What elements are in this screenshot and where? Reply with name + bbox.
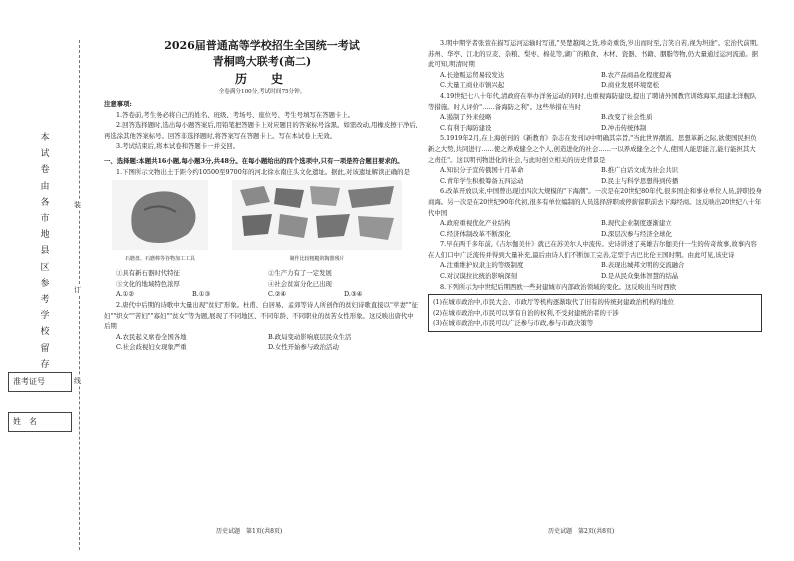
exam-id-box <box>8 372 72 392</box>
q1-option-c[interactable]: C.②④ <box>268 290 287 299</box>
q1-caption-left: 石磨盘、石磨棒等谷物加工工具 <box>124 256 195 263</box>
binding-fold-line <box>79 40 80 550</box>
q5-options <box>428 165 762 186</box>
q7-option-b[interactable]: B.表现出城邦文明的交流融合 <box>601 261 685 270</box>
sidebar-char: 参 <box>40 278 50 289</box>
q8-box-line-3: (3)在城市政治中,市民可以广泛参与市政,参与市政决策等 <box>433 319 594 328</box>
q1-option-d[interactable]: D.③④ <box>344 290 363 299</box>
q2-option-a[interactable]: A.农民起义席卷全国各地 <box>116 332 187 341</box>
score-note: 全卷满分100分,考试时间75分钟。 <box>218 89 306 95</box>
q5-option-a[interactable]: A.知识分子宣传俄国十月革命 <box>440 166 524 175</box>
q6-option-a[interactable]: A.政府重视优化产业结构 <box>440 219 511 228</box>
q1-option-a[interactable]: A.①② <box>116 290 135 299</box>
sidebar-char: 考 <box>40 295 50 306</box>
q3-option-c[interactable]: C.大量工商业市镇兴起 <box>440 81 505 90</box>
q6-option-d[interactable]: D.深层次参与经济全球化 <box>601 229 672 238</box>
q2-option-b[interactable]: B.政局变动影响底层民众生活 <box>268 332 352 341</box>
sidebar-char: 区 <box>40 262 50 273</box>
q7-option-c[interactable]: C.对汉谟拉比统治影响深刻 <box>440 272 517 281</box>
q7-option-d[interactable]: D.是从民众集体智慧的结晶 <box>601 272 679 281</box>
binding-notice-vertical <box>38 130 52 373</box>
q8-info-box <box>428 294 762 332</box>
sidebar-char: 学 <box>40 311 50 322</box>
q1-stem: 1.下图所示文物出土于距今约10500至9700年的河北徐水南庄头文化遗址。据此,对该遗址解读正确的是 <box>116 167 410 176</box>
right-page-column <box>428 38 762 332</box>
q3-option-d[interactable]: D.商业发展环境宽松 <box>601 81 660 90</box>
q3-stem: 3.明中期学者张萱在描写运河运输时写道,"吴楚越闽之货,珍奇重货,岁出而时至,言笑自若,视为坦途"。宏治代前期,苏州、华亭、江北的豆麦、杂粮、梨枣、棉花等,湖广的粮食、木材、瓷器、书籍、胭脂等物,仍大量通过运河流通。据此可知,明清时期 <box>428 39 759 69</box>
q8-box-line-1: (1)在城市政治中,市民大会、市政厅等机构逐渐取代了旧有的传统封建政治机构的地位 <box>433 298 675 307</box>
q5-option-d[interactable]: D.民主与科学思想得到传播 <box>601 176 679 185</box>
exam-subtitle: 青桐鸣大联考(高二) <box>212 55 312 68</box>
q6-option-b[interactable]: B.现代企业制度逐渐建立 <box>601 219 672 228</box>
sidebar-char: 地 <box>40 230 50 241</box>
q1-statement-1[interactable]: ①具有新石器时代特征 <box>116 269 180 278</box>
subject-title: 历 史 <box>234 72 289 86</box>
q1-option-b[interactable]: B.①③ <box>192 290 211 299</box>
sidebar-char: 各 <box>40 197 50 208</box>
q1-statements <box>104 268 420 289</box>
exam-title: 2026届普通高等学校招生全国统一考试 <box>164 39 360 52</box>
name-label: 姓 名 <box>13 417 37 426</box>
note-item-3: 3.考试结束后,将本试卷和答题卡一并交回。 <box>116 142 240 151</box>
note-item-2: 2.回答选择题时,选出每小题答案后,用铅笔把答题卡上对应题目的答案标号涂黑。如需改动,用橡皮擦干净后,再选涂其他答案标号。回答非选择题时,将答案写在答题卡上。写在本试卷上无效。 <box>104 121 418 140</box>
q4-options <box>428 112 762 133</box>
sidebar-char: 卷 <box>40 165 50 176</box>
q3-option-a[interactable]: A.长途贩运贸易较发达 <box>440 70 505 79</box>
q4-stem: 4.19世纪七八十年代,清政府在举办洋务运动的同时,也重视海防建设,提出了聘请外国教官训练海军,组建北洋舰队等措施。时人评价"……备海防之利"。这些举措在当时 <box>428 91 757 111</box>
fold-mark-zhuang: 装 <box>74 201 81 209</box>
q1-statement-4[interactable]: ④社会贫富分化已出现 <box>268 279 332 288</box>
q3-options <box>428 70 762 91</box>
q6-stem: 6.改革开放以来,中国曾出现过四次大规模的"下海潮"。一次是在20世纪80年代,很多国企和事业单位人员,辞职投身商海。另一次是在20世纪90年代初,很多有单位编制的人员选择辞职或停薪留职前去下海经商。这反映出20世纪八十年代中国 <box>428 187 762 217</box>
q5-option-b[interactable]: B.推广白话文成为社会共识 <box>601 166 679 175</box>
sidebar-char: 县 <box>40 246 50 257</box>
exam-id-label: 准考证号 <box>13 377 45 386</box>
section1-heading: 一、选择题:本题共16小题,每小题3分,共48分。在每小题给出的四个选项中,只有一项是符合题目要求的。 <box>104 156 404 165</box>
notes-heading: 注意事项: <box>104 100 132 108</box>
q6-option-c[interactable]: C.经济体制改革不断深化 <box>440 229 511 238</box>
sidebar-char: 试 <box>40 149 50 160</box>
q7-stem: 7.早在两千多年前,《吉尔伽美什》就已在苏美尔人中流传。史诗讲述了英雄吉尔伽美什一生的传奇故事,故事内容在人们口中广泛流传并得到大量补充,最后由诗人们不断加工完善,定型于古巴比伦王国时期。由此可见,该史诗 <box>428 240 757 259</box>
q1-statement-2[interactable]: ②生产力有了一定发展 <box>268 269 332 278</box>
q4-option-b[interactable]: B.改变了社会性质 <box>601 113 653 122</box>
sidebar-char: 由 <box>40 181 50 192</box>
q8-box-line-2: (2)在城市政治中,市民可以享有自治的权利,不受封建统治者的干涉 <box>433 308 619 317</box>
q1-figure-images <box>104 180 420 256</box>
q2-stem: 2.唐代中后期的诗歌中大量出现"贫妇"形象。杜甫、白居易、孟郊等诗人所创作的贫妇诗歌直接以"苹妻""征妇""织女""苦妇""寡妇""贫女"等为题,展现了不同地区、不同年龄、不同职业的贫苦女性形象。这反映出唐代中后期 <box>104 300 418 331</box>
q2-option-d[interactable]: D.女性开始参与政治活动 <box>268 343 339 352</box>
q1-figure <box>104 180 420 266</box>
name-box <box>8 412 72 432</box>
sidebar-char: 市 <box>40 214 50 225</box>
q3-option-b[interactable]: B.农产品商品化程度提高 <box>601 70 672 79</box>
left-page-column <box>104 38 420 353</box>
note-item-1: 1.答卷前,考生务必将自己的姓名、班级、考场号、座位号、考生号填写在答题卡上。 <box>116 110 355 119</box>
sidebar-char: 本 <box>40 133 50 143</box>
q4-option-a[interactable]: A.遏制了外来侵略 <box>440 113 492 122</box>
q6-options <box>428 218 762 239</box>
q2-option-c[interactable]: C.社会歧视妇女现象严重 <box>116 343 187 352</box>
fold-mark-xian: 线 <box>74 377 81 385</box>
sidebar-char: 留 <box>40 343 50 354</box>
sidebar-char: 存 <box>40 359 50 370</box>
q4-option-c[interactable]: C.有利于海防建设 <box>440 123 492 132</box>
q4-option-d[interactable]: D.冲击传统体制 <box>601 123 647 132</box>
q1-statement-3[interactable]: ③文化的地域特色浓厚 <box>116 279 180 288</box>
q1-options <box>104 289 420 300</box>
footer-page-right: 历史试题 第2页(共8页) <box>548 528 615 535</box>
fold-mark-ding: 订 <box>74 286 81 294</box>
footer-page-left: 历史试题 第1页(共8页) <box>216 528 283 535</box>
q5-option-c[interactable]: C.青年学生积极筹备五四运动 <box>440 176 524 185</box>
q2-options <box>104 332 420 353</box>
q1-caption-right: 制作比较粗糙的陶器残片 <box>289 256 345 263</box>
grinding-stone-shape <box>131 191 195 243</box>
q5-stem: 5.1919年2月,在上海创刊的《新教育》杂志在发刊词中明确其宗旨,"当此世界潮流、思想革新之际,欲使国民担负新之大势,共同进行……使之养成健全之个人,创造进化的社会……一以养成健全之个人,使国人能思能言,能行能担其大之责任"。这以明刊物进化的社会,与此时创立相关的历史背景是 <box>428 134 757 164</box>
q7-option-a[interactable]: A.注重维护奴隶主的等级制度 <box>440 261 524 270</box>
sidebar-char: 校 <box>40 327 50 338</box>
q8-stem: 8.下列所示为中世纪后期西欧一些封建城市内部政治领域的变化。这反映出当时西欧 <box>440 282 677 291</box>
q7-options <box>428 260 762 281</box>
